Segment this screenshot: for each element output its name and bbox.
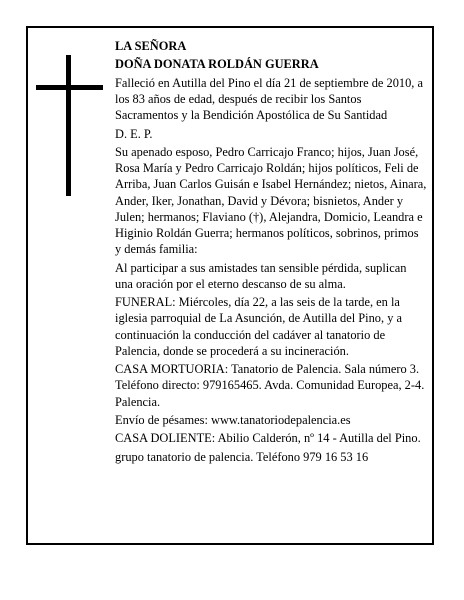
- funeral-details: FUNERAL: Miércoles, día 22, a las seis de la tarde, en la iglesia parroquial de La Asunción, de Autilla del Pino, y a continuación la conducción del cadáver al tanatorio de Palencia, donde se procederá a su incineración.: [115, 295, 402, 358]
- condolences-url: Envío de pésames: www.tanatoriodepalencia.es: [115, 412, 351, 427]
- heading-title: LA SEÑORA: [115, 39, 187, 53]
- footer-contact: grupo tanatorio de palencia. Teléfono 979 16 53 16: [115, 449, 369, 464]
- casa-doliente: CASA DOLIENTE: Abilio Calderón, nº 14 - Autilla del Pino.: [115, 431, 421, 446]
- obituary-text: [115, 38, 427, 467]
- rip-text: D. E. P.: [115, 126, 153, 141]
- prayer-request: Al participar a sus amistades tan sensible pérdida, suplican una oración por el eterno descanso de su alma.: [115, 260, 407, 291]
- cross-icon: [66, 55, 71, 196]
- death-announcement: Falleció en Autilla del Pino el día 21 de septiembre de 2010, a los 83 años de edad, después de recibir los Santos Sacramentos y la Bendición Apostólica de Su Santidad: [115, 75, 423, 123]
- deceased-name: DOÑA DONATA ROLDÁN GUERRA: [115, 57, 319, 72]
- casa-mortuoria: CASA MORTUORIA: Tanatorio de Palencia. Sala número 3. Teléfono directo: 979165465. Avda. Comunidad Europea, 2-4. Palencia.: [115, 362, 425, 409]
- cross-icon-bar: [36, 85, 103, 90]
- family-list: Su apenado esposo, Pedro Carricajo Franco; hijos, Juan José, Rosa María y Pedro Carricajo Roldán; hijos políticos, Feli de Arriba, Juan Carlos Guisán e Isabel Hernández; nietos, Ainara, Ander, Iker, Jonathan, David y Dévora; bisnietos, Ander y Julen; hermanos; Flaviano (†), Alejandra, Domicio, Leandra e Higinio Roldán Guerra; hermanos políticos, sobrinos, primos y demás familia:: [115, 144, 427, 257]
